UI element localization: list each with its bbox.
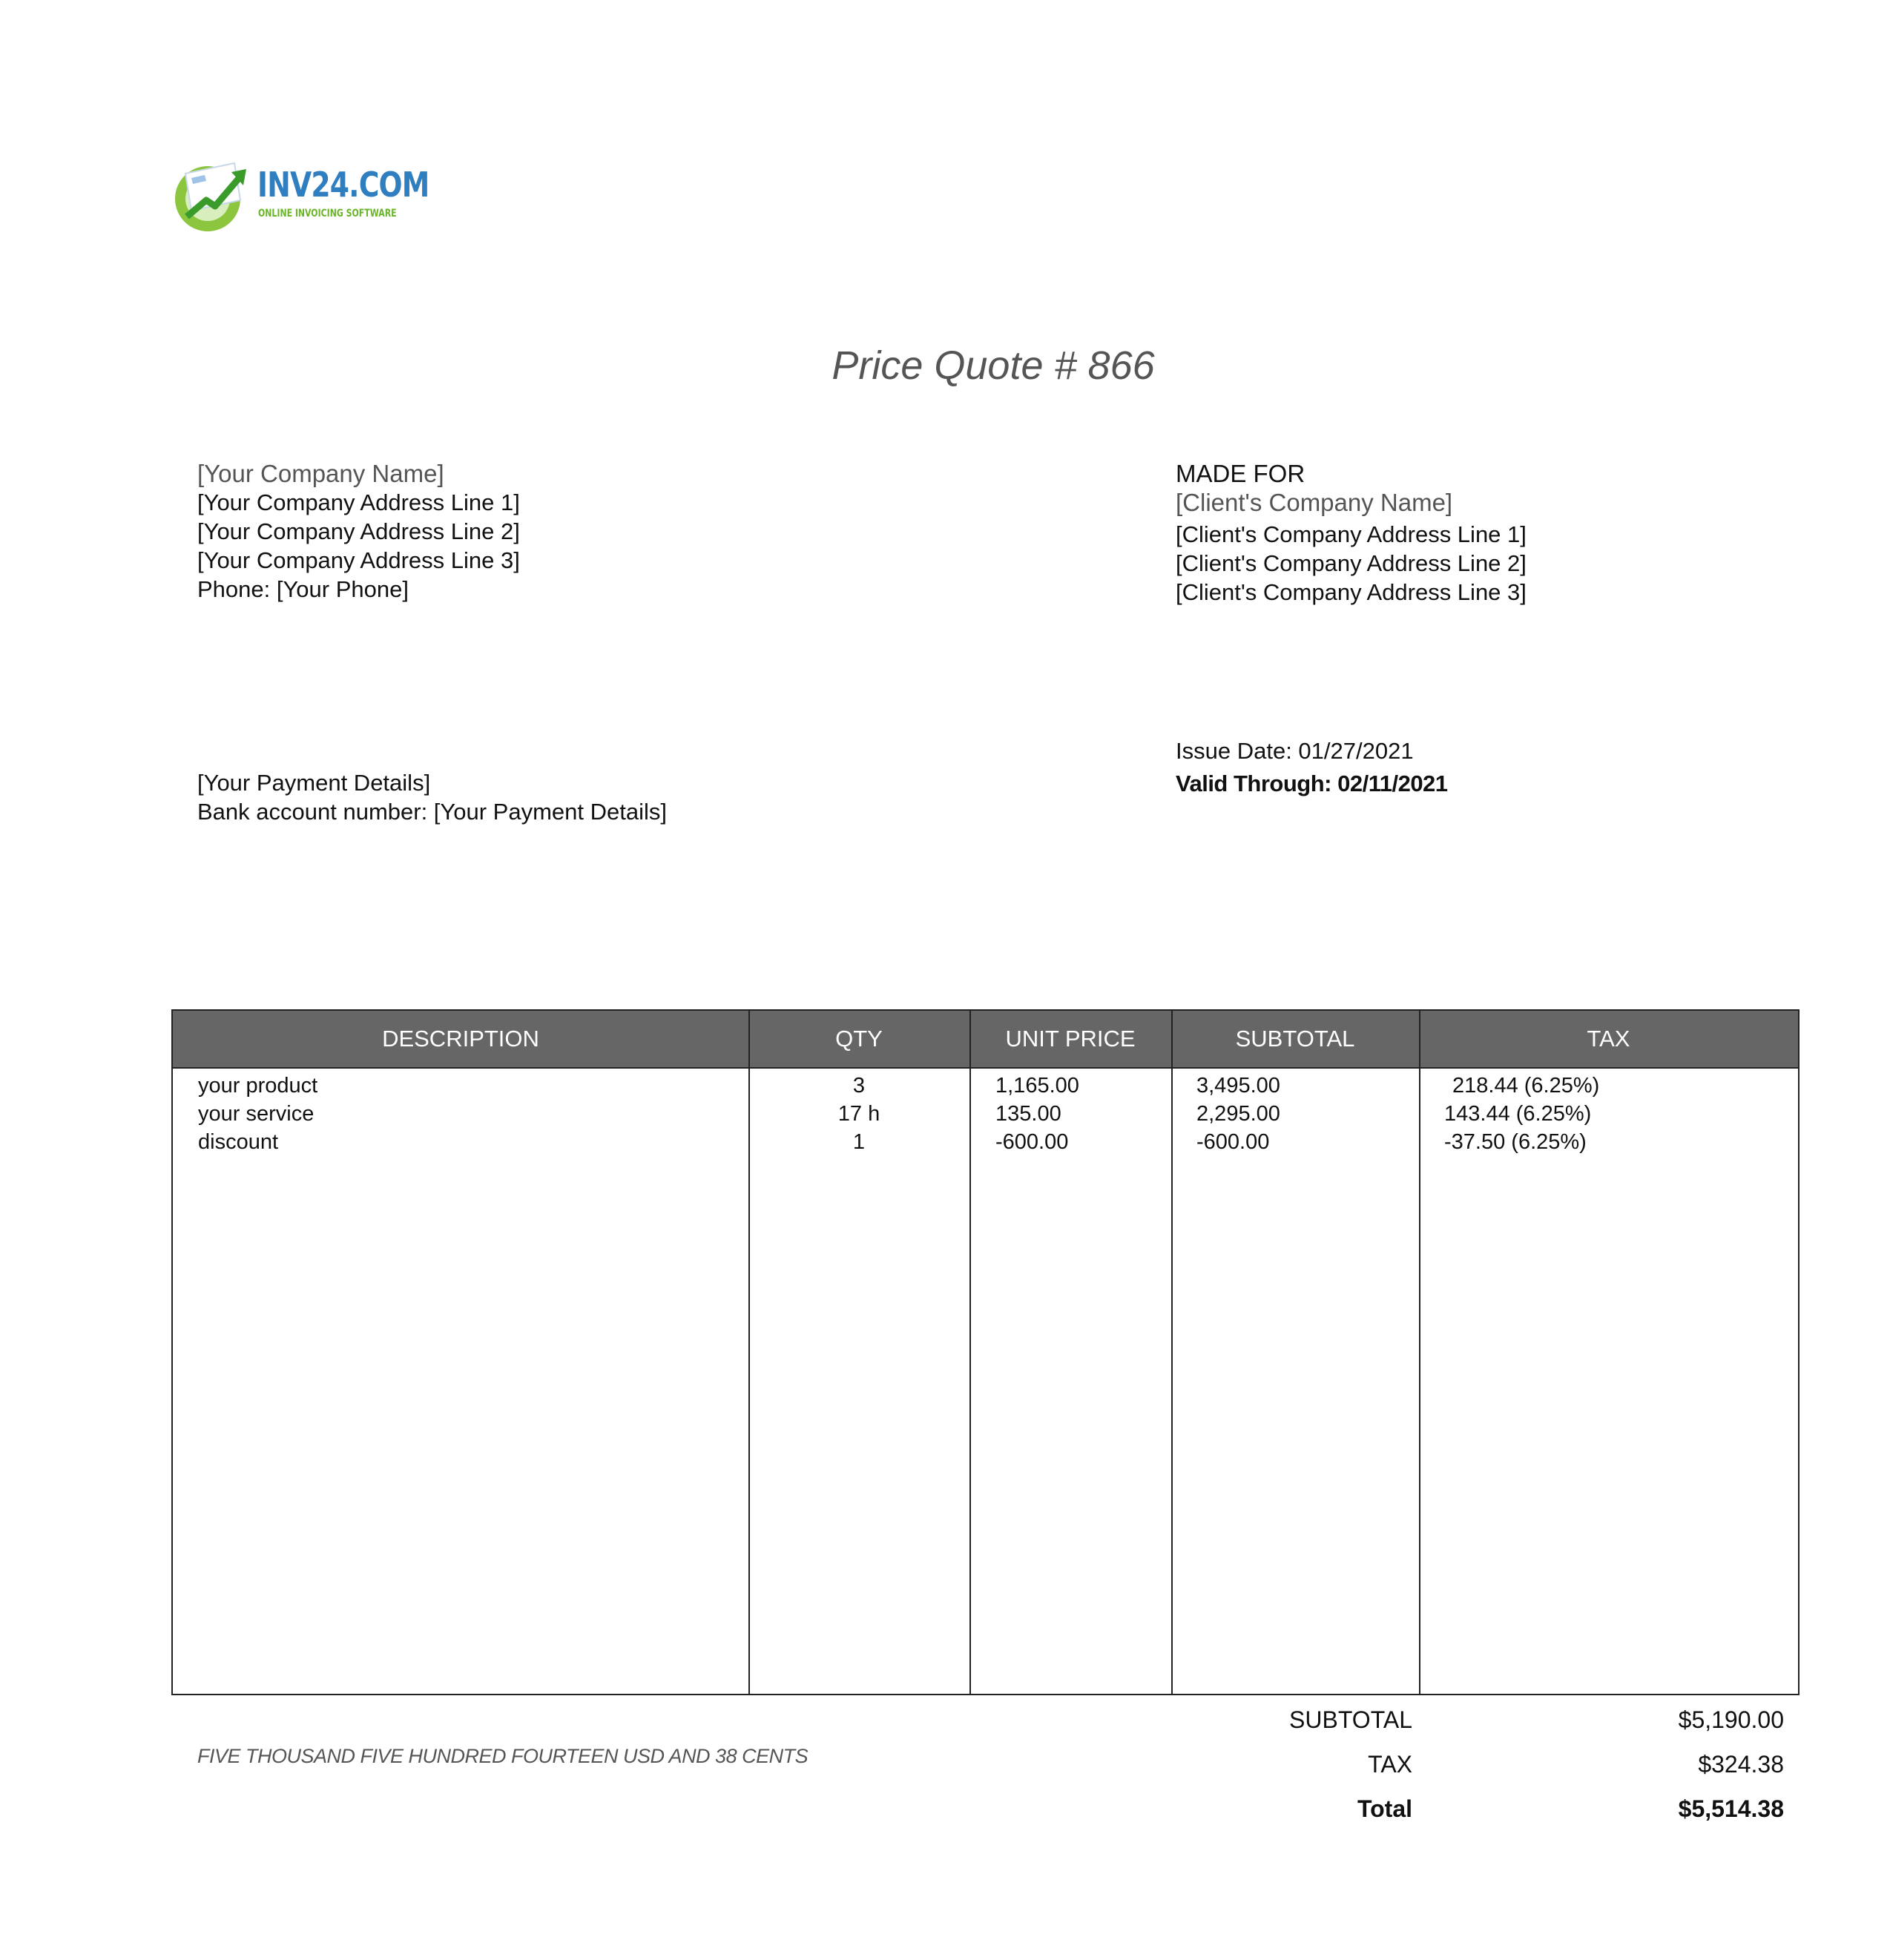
column-header-qty: QTY (835, 1026, 883, 1052)
client-address-line-2: [Client's Company Address Line 2] (1176, 550, 1527, 576)
table-cell-description: your service (198, 1102, 315, 1126)
table-cell-subtotal: 2,295.00 (1196, 1102, 1280, 1126)
payment-details-text: [Your Payment Details] (197, 770, 431, 796)
column-header-tax: TAX (1587, 1026, 1630, 1052)
company-logo (172, 159, 429, 233)
logo-icon (172, 159, 254, 233)
table-cell-qty: 17 h (837, 1102, 880, 1126)
sender-block (197, 459, 520, 604)
table-cell-qty: 3 (852, 1074, 866, 1098)
column-divider (1419, 1011, 1420, 1694)
sender-phone: Phone: [Your Phone] (197, 576, 409, 602)
table-cell-qty: 1 (852, 1130, 866, 1154)
total-label: Total (1357, 1795, 1412, 1822)
table-header (173, 1011, 1798, 1069)
tax-value: $324.38 (1698, 1751, 1784, 1778)
logo-tagline: ONLINE INVOICING SOFTWARE (258, 208, 397, 220)
table-cell-tax: 143.44 (6.25%) (1444, 1102, 1592, 1126)
logo-wordmark: INV24.COM (257, 165, 429, 205)
payment-details (197, 768, 667, 826)
total-value: $5,514.38 (1678, 1795, 1784, 1822)
column-divider (1171, 1011, 1173, 1694)
made-for-heading: MADE FOR (1176, 460, 1305, 487)
issue-date: Issue Date: 01/27/2021 (1176, 738, 1414, 764)
table-cell-description: your product (198, 1074, 318, 1098)
client-address-line-3: [Client's Company Address Line 3] (1176, 579, 1527, 605)
quote-dates (1176, 733, 1448, 798)
column-header-subtotal: SUBTOTAL (1235, 1026, 1355, 1052)
column-divider (969, 1011, 971, 1694)
table-cell-description: discount (198, 1130, 279, 1154)
valid-through-date: Valid Through: 02/11/2021 (1176, 771, 1448, 796)
items-table (171, 1009, 1800, 1695)
sender-address-line-2: [Your Company Address Line 2] (197, 518, 520, 544)
document-title: Price Quote # 866 (832, 343, 1155, 388)
client-block (1176, 459, 1527, 607)
tax-label: TAX (1368, 1751, 1412, 1778)
table-cell-tax: -37.50 (6.25%) (1444, 1130, 1587, 1154)
table-cell-unit-price: 1,165.00 (995, 1074, 1079, 1098)
client-address-line-1: [Client's Company Address Line 1] (1176, 521, 1527, 547)
client-company-name: [Client's Company Name] (1176, 489, 1453, 516)
bank-account-number: Bank account number: [Your Payment Details] (197, 799, 667, 825)
table-cell-unit-price: 135.00 (995, 1102, 1061, 1126)
subtotal-value: $5,190.00 (1678, 1706, 1784, 1733)
table-cell-unit-price: -600.00 (995, 1130, 1069, 1154)
column-header-description: DESCRIPTION (382, 1026, 539, 1052)
sender-company-name: [Your Company Name] (197, 460, 444, 487)
table-cell-subtotal: 3,495.00 (1196, 1074, 1280, 1098)
sender-address-line-1: [Your Company Address Line 1] (197, 489, 520, 515)
sender-address-line-3: [Your Company Address Line 3] (197, 547, 520, 573)
table-cell-tax: 218.44 (6.25%) (1452, 1074, 1600, 1098)
table-cell-subtotal: -600.00 (1196, 1130, 1270, 1154)
amount-in-words: FIVE THOUSAND FIVE HUNDRED FOURTEEN USD AND 38 CENTS (197, 1745, 809, 1767)
column-header-unit-price: UNIT PRICE (1005, 1026, 1136, 1052)
subtotal-label: SUBTOTAL (1289, 1706, 1412, 1733)
